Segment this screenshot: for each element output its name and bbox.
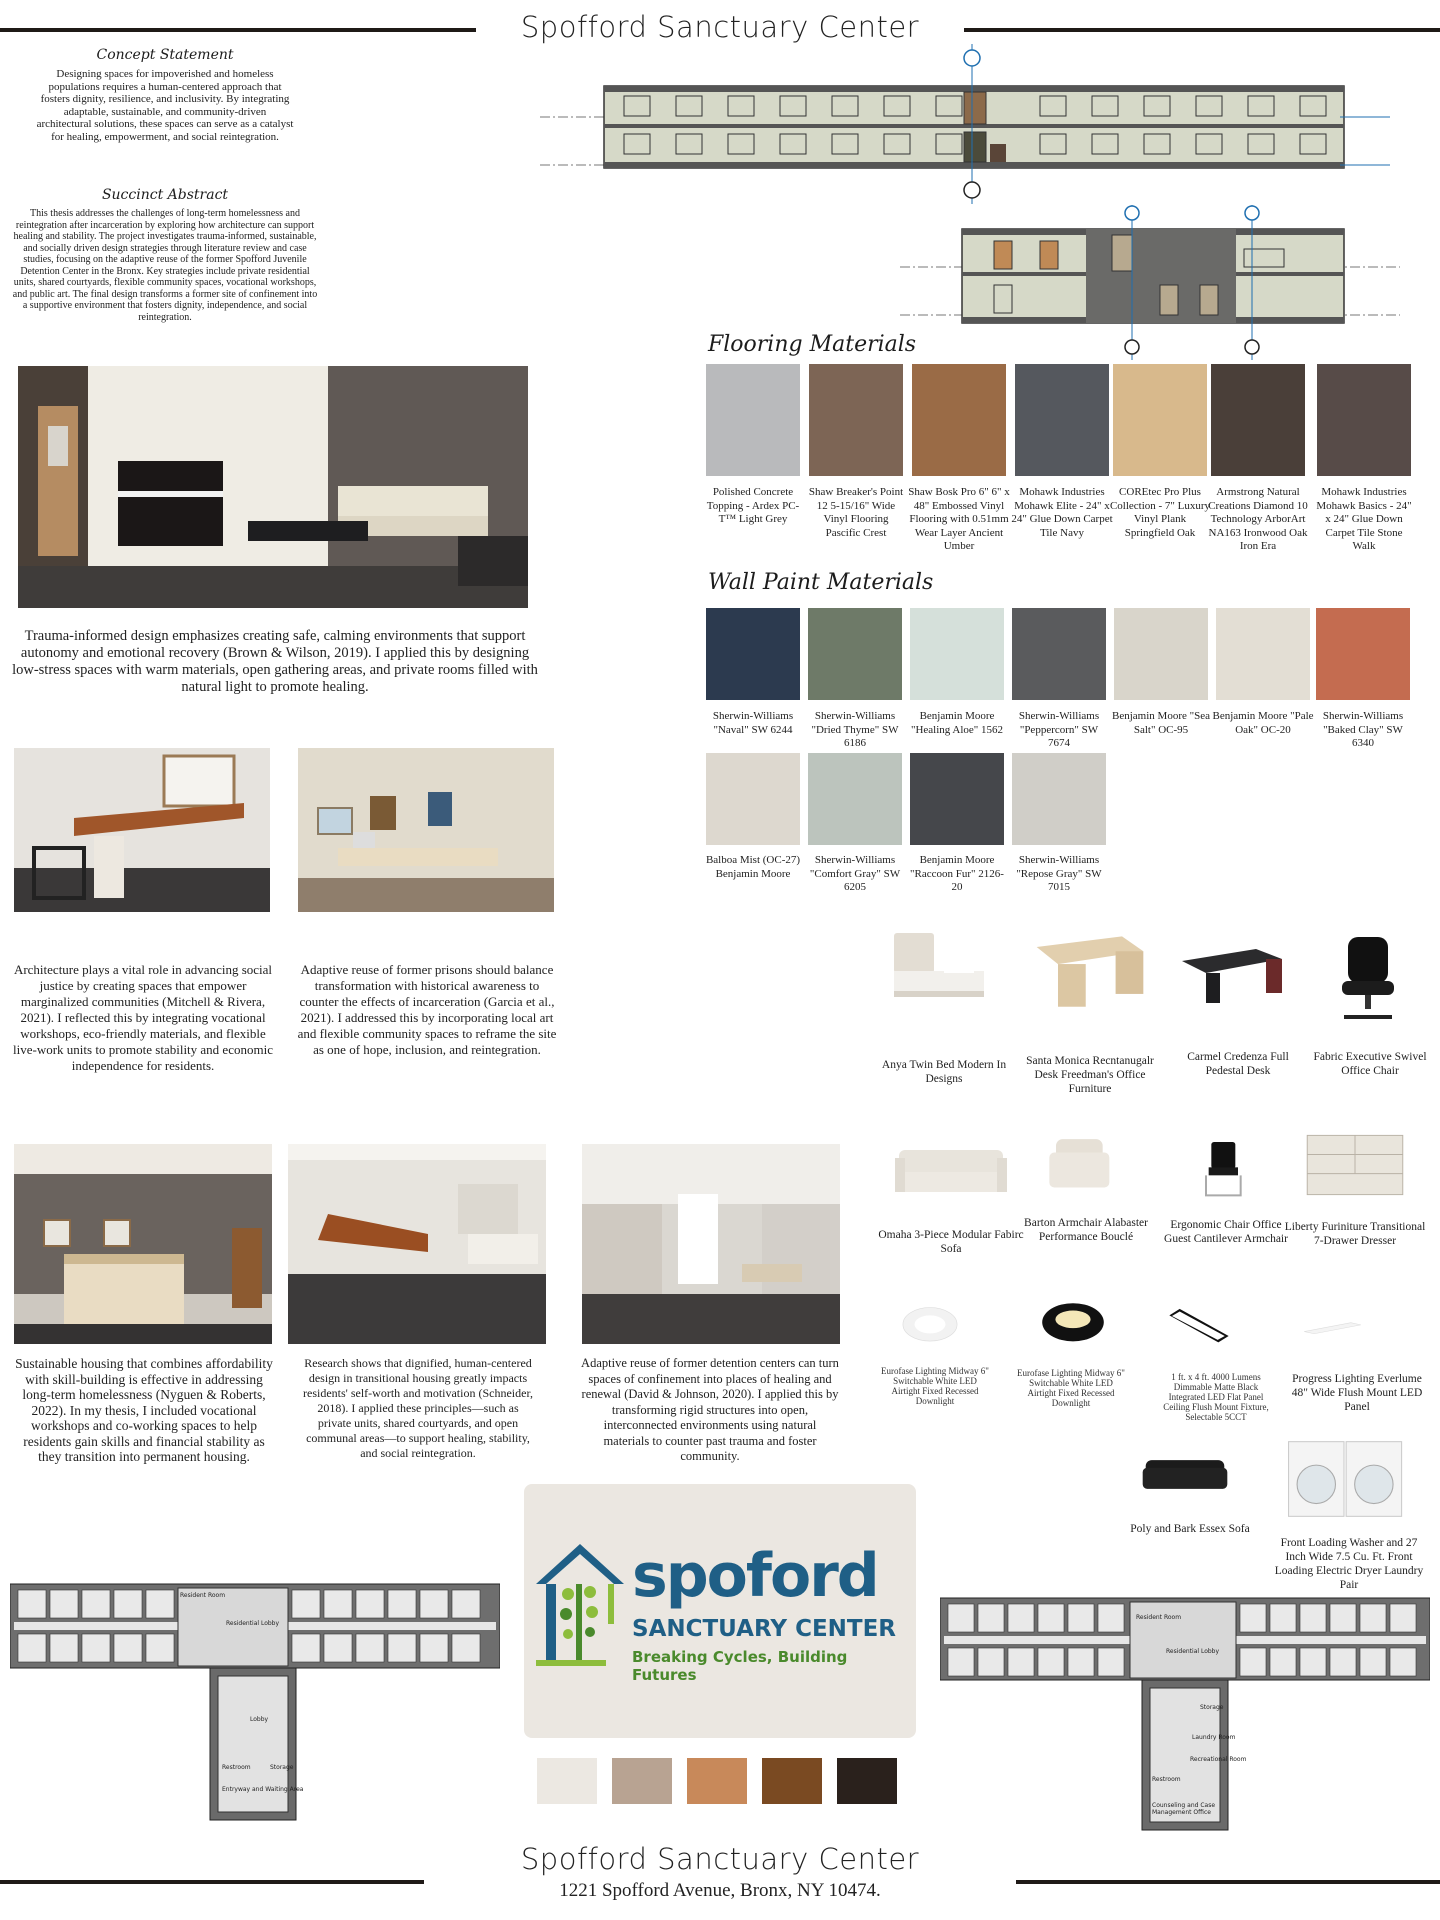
paint-swatch-label: Benjamin Moore "Sea Salt" OC-95 [1112, 710, 1210, 736]
paint-swatch-label: Benjamin Moore "Pale Oak" OC-20 [1212, 710, 1314, 736]
floor-plan-left [10, 1580, 500, 1830]
footer-rule-right [1016, 1880, 1440, 1884]
footer-address: 1221 Spofford Avenue, Bronx, NY 10474. [559, 1880, 881, 1901]
paint-swatch [910, 753, 1004, 845]
furniture-label: Eurofase Lighting Midway 6" Switchable White LED Airtight Fixed Recessed Downlight [1017, 1368, 1125, 1408]
flooring-swatch [1211, 364, 1305, 476]
abstract-heading: Succinct Abstract [101, 187, 229, 203]
credenza-icon [1172, 920, 1292, 1020]
armchair-icon [1036, 1120, 1136, 1210]
plan-right-label-resident: Resident Room [1136, 1614, 1182, 1621]
plan-left-label-restroom: Restroom [222, 1764, 251, 1771]
furniture-label: Poly and Bark Essex Sofa [1130, 1523, 1250, 1535]
downlight-white-icon [880, 1296, 980, 1354]
adaptive-prisons-text: Adaptive reuse of former prisons should balance transformation with historical awareness to counter the effects of incarceration (Garcia et al., 2021). I addressed this by incorporating local art and flexible community spaces to reframe the site as one of hope, inclusion, and reintegration. [297, 962, 557, 1057]
logo-tagline: Breaking Cycles, Building Futures [632, 1648, 848, 1684]
flooring-swatch [912, 364, 1006, 476]
palette-swatch [762, 1758, 822, 1804]
flooring-swatch [1113, 364, 1207, 476]
furniture-label: Eurofase Lighting Midway 6" Switchable White LED Airtight Fixed Recessed Downlight [881, 1366, 989, 1406]
flooring-swatch [1317, 364, 1411, 476]
abstract-text: This thesis addresses the challenges of long-term homelessness and reintegration after incarceration by exploring how architecture can support healing and stability. The project investigates trauma-informed, sustainable, and socially driven design strategies through literature review and case studies, focusing on the adaptive reuse of the former Spofford Juvenile Detention Center in the Bronx. Key strategies include private residential units, shared courtyards, flexible community spaces, vocational workshops, and public art. The final design transforms a former site of confinement into a supportive environment that fosters dignity, independence, and social reintegration. [12, 208, 318, 323]
page-title: Spofford Sanctuary Center [520, 10, 920, 44]
furniture-label: Carmel Credenza Full Pedestal Desk [1187, 1051, 1289, 1077]
paint-swatch-label: Sherwin-Williams "Peppercorn" SW 7674 [1018, 710, 1100, 749]
bed-icon [884, 918, 1004, 1018]
corridor-render [582, 1144, 840, 1344]
building-elevation-upper [540, 44, 1400, 204]
guest-chair-icon [1186, 1120, 1266, 1216]
furniture-label: Liberty Furiniture Transitional 7-Drawer Dresser [1284, 1221, 1426, 1247]
downlight-black-icon [1018, 1290, 1128, 1356]
flooring-swatch-label: COREtec Pro Plus Collection - 7" Luxury Vinyl Plank Springfield Oak [1109, 486, 1211, 539]
sustainable-housing-text: Sustainable housing that combines affordability with skill-building is effective in addressing long-term homelessness (Nyguen & Roberts, 2022). In my thesis, I included vocational workshops and co-working spaces to help residents gain skills and financial stability as they transition into permanent housing. [15, 1356, 273, 1464]
furniture-label: Santa Monica Recntanugalr Desk Freedman's Office Furniture [1026, 1055, 1154, 1095]
office-render-2 [298, 748, 554, 912]
palette-swatch [837, 1758, 897, 1804]
paint-swatch [808, 753, 902, 845]
brand-logo [524, 1484, 916, 1738]
leather-sofa-icon [1110, 1442, 1260, 1510]
paint-swatch [1216, 608, 1310, 700]
paint-swatch [910, 608, 1004, 700]
floor-plan-right [940, 1596, 1430, 1836]
concept-heading: Concept Statement [96, 47, 234, 63]
furniture-label: Omaha 3-Piece Modular Fabirc Sofa [878, 1229, 1024, 1255]
plan-left-label-lobby: Lobby [250, 1716, 269, 1723]
desk-icon [1026, 908, 1154, 1018]
dresser-icon [1292, 1122, 1418, 1208]
trauma-informed-text: Trauma-informed design emphasizes creating safe, calming environments that support autonomy and emotional recovery (Brown & Wilson, 2019). I applied this by designing low-stress spaces with warm materials, open gathering areas, and private rooms filled with natural light to promote healing. [12, 628, 538, 695]
flooring-swatch [706, 364, 800, 476]
paint-swatch [706, 608, 800, 700]
paint-swatch-label: Benjamin Moore "Raccoon Fur" 2126-20 [910, 854, 1004, 893]
plan-right-label-lobby: Residential Lobby [1166, 1648, 1220, 1655]
paint-heading: Wall Paint Materials [708, 570, 934, 595]
paint-swatch [1012, 753, 1106, 845]
flooring-heading: Flooring Materials [708, 332, 917, 357]
palette-swatch [537, 1758, 597, 1804]
palette-swatch [612, 1758, 672, 1804]
header-rule-right [964, 28, 1440, 32]
social-justice-text: Architecture plays a vital role in advancing social justice by creating spaces that empower marginalized communities (Mitchell & Rivera, 2021). I reflected this by integrating vocational workshops, eco-friendly materials, and flexible live-work units to promote stability and economic independence for residents. [13, 962, 273, 1073]
furniture-label: Progress Lighting Everlume 48" Wide Flush Mount LED Panel [1291, 1373, 1423, 1413]
furniture-label: 1 ft. x 4 ft. 4000 Lumens Dimmable Matte Black Integrated LED Flat Panel Ceiling Flush Mount Fixture, Selectable 5CCT [1163, 1372, 1269, 1422]
paint-swatch [808, 608, 902, 700]
paint-swatch-label: Sherwin-Williams "Baked Clay" SW 6340 [1322, 710, 1404, 749]
paint-swatch-label: Sherwin-Williams "Repose Gray" SW 7015 [1016, 854, 1102, 893]
paint-swatch [1316, 608, 1410, 700]
furniture-label: Barton Armchair Alabaster Performance Bouclé [1024, 1217, 1148, 1243]
footer-title: Spofford Sanctuary Center [520, 1842, 920, 1876]
paint-swatch [1012, 608, 1106, 700]
flooring-swatch [809, 364, 903, 476]
washer-dryer-icon [1280, 1430, 1408, 1528]
plan-right-label-laundry: Laundry Room [1192, 1734, 1236, 1741]
furniture-label: Anya Twin Bed Modern In Designs [881, 1059, 1007, 1085]
flooring-swatch-label: Mohawk Industries Mohawk Elite - 24" x 24" Glue Down Carpet Tile Navy [1011, 486, 1113, 539]
furniture-label: Ergonomic Chair Office Guest Cantilever Armchair [1164, 1219, 1288, 1245]
plan-right-label-office: Counseling and Case Management Office [1152, 1802, 1216, 1816]
concept-text: Designing spaces for impoverished and homeless populations requires a human-centered approach that fosters dignity, resilience, and inclusivity. By integrating adaptable, sustainable, and community-driven architectural solutions, these spaces can serve as a catalyst for healing, empowerment, and social reintegration. [36, 68, 294, 143]
plan-right-label-restroom: Restroom [1152, 1776, 1181, 1783]
office-chair-icon [1308, 920, 1428, 1032]
paint-swatch [1114, 608, 1208, 700]
footer-rule-left [0, 1880, 424, 1884]
flooring-swatch-label: Shaw Bosk Pro 6" 6" x 48" Embossed Vinyl Flooring with 0.51mm Wear Layer Ancient Umber [908, 486, 1010, 552]
flooring-swatch [1015, 364, 1109, 476]
plan-right-label-rec: Recreational Room [1190, 1756, 1247, 1763]
flat-panel-icon [1144, 1296, 1254, 1354]
plan-left-label-resident: Resident Room [180, 1592, 226, 1599]
header-rule-left [0, 28, 476, 32]
furniture-label: Fabric Executive Swivel Office Chair [1313, 1051, 1427, 1077]
plan-left-label-storage: Storage [270, 1764, 294, 1771]
plan-right-label-storage: Storage [1200, 1704, 1224, 1711]
detention-reuse-text: Adaptive reuse of former detention centers can turn spaces of confinement into places of healing and renewal (David & Johnson, 2020). I applied this by transforming rigid structures into open, interconnected environments using natural materials to counter past trauma and foster community. [581, 1356, 839, 1463]
bedroom-render [288, 1144, 546, 1344]
paint-swatch-label: Balboa Mist (OC-27) Benjamin Moore [705, 854, 801, 880]
paint-swatch-label: Sherwin-Williams "Comfort Gray" SW 6205 [809, 854, 901, 893]
flooring-swatch-label: Armstrong Natural Creations Diamond 10 Technology ArborArt NA163 Ironwood Oak Iron Era [1208, 486, 1308, 552]
flooring-swatch-label: Polished Concrete Topping - Ardex PC-T™ Light Grey [706, 486, 800, 525]
led-panel-icon [1252, 1306, 1412, 1356]
plan-left-label-lobby-res: Residential Lobby [226, 1620, 280, 1627]
logo-subtitle: SANCTUARY CENTER [632, 1616, 897, 1642]
paint-swatch-label: Sherwin-Williams "Dried Thyme" SW 6186 [811, 710, 899, 749]
office-render-1 [14, 748, 270, 912]
paint-swatch [706, 753, 800, 845]
sofa-icon [876, 1122, 1026, 1212]
plan-left-label-entry: Entryway and Waiting Area [222, 1786, 304, 1793]
paint-swatch-label: Benjamin Moore "Healing Aloe" 1562 [910, 710, 1004, 736]
logo-name: spoford [632, 1541, 878, 1611]
lounge-render [18, 366, 528, 608]
palette-swatch [687, 1758, 747, 1804]
flooring-swatch-label: Shaw Breaker's Point 12 5-15/16" Wide Vinyl Flooring Pascific Crest [808, 486, 904, 539]
flooring-swatch-label: Mohawk Industries Mohawk Basics - 24" x 24" Glue Down Carpet Tile Stone Walk [1316, 486, 1412, 552]
furniture-label: Front Loading Washer and 27 Inch Wide 7.5 Cu. Ft. Front Loading Electric Dryer Laundry Pair [1274, 1537, 1424, 1591]
building-elevation-lower [900, 205, 1400, 360]
dignified-design-text: Research shows that dignified, human-centered design in transitional housing greatly impacts residents' self-worth and motivation (Schneider, 2018). I applied these principles—such as private units, shared courtyards, and open communal areas—to support healing, stability, and social reintegration. [303, 1356, 533, 1460]
lobby-render [14, 1144, 272, 1344]
paint-swatch-label: Sherwin-Williams "Naval" SW 6244 [712, 710, 794, 736]
